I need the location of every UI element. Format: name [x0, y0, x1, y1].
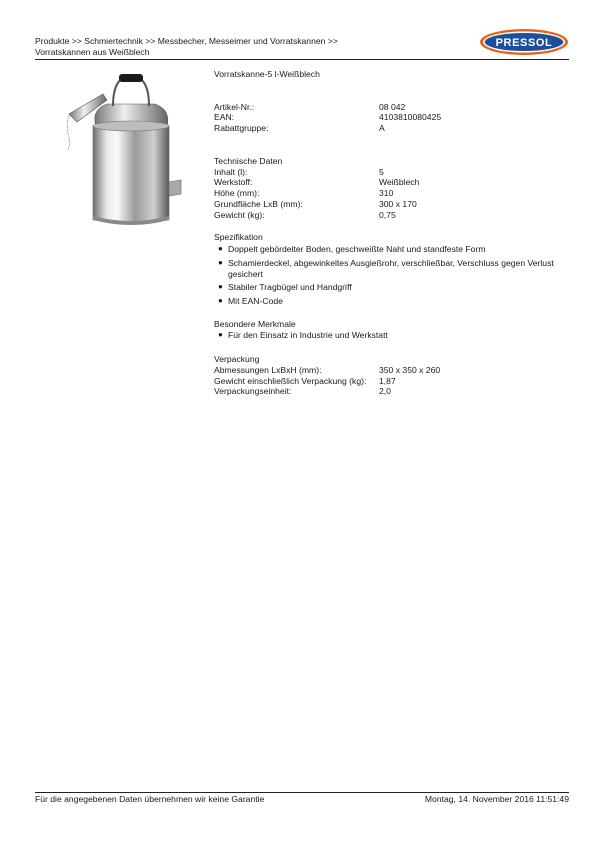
tech-label: Werkstoff:: [214, 177, 253, 188]
pressol-logo: [479, 28, 569, 56]
list-item: [218, 244, 569, 255]
tech-value: 310: [379, 188, 394, 199]
breadcrumb-line-1[interactable]: Produkte >> Schmiertechnik >> Messbecher, Messeimer und Vorratskannen >>: [35, 36, 338, 46]
tech-label: Inhalt (l):: [214, 166, 248, 177]
product-title: Vorratskanne-5 l-Weißblech: [214, 69, 320, 79]
spec-text: Mit EAN-Code: [228, 296, 283, 307]
packaging-title: Verpackung: [214, 354, 260, 365]
packaging-section: [214, 354, 569, 397]
tech-row: [214, 210, 569, 221]
product-identifiers: [214, 102, 569, 134]
breadcrumb-line-2[interactable]: Vorratskannen aus Weißblech: [35, 46, 150, 57]
tech-label: Höhe (mm):: [214, 188, 260, 199]
bullet-icon: ●: [218, 282, 223, 292]
technical-data-section: [214, 156, 569, 220]
id-row-discount-group: [214, 123, 569, 134]
specification-list: [214, 244, 569, 307]
packaging-value: 350 x 350 x 260: [379, 364, 441, 375]
specification-title: Spezifikation: [214, 232, 263, 243]
features-section: [214, 319, 569, 341]
product-image: [55, 70, 190, 235]
specification-section: [214, 232, 569, 306]
id-label: Artikel-Nr.:: [214, 101, 255, 112]
list-item: [218, 330, 569, 341]
features-title: Besondere Merkmale: [214, 318, 296, 329]
tech-label: Grundfläche LxB (mm):: [214, 198, 303, 209]
id-label: Rabattgruppe:: [214, 123, 269, 134]
footer-timestamp: Montag, 14. November 2016 11:51:49: [424, 794, 569, 804]
tech-value: 300 x 170: [379, 198, 417, 209]
tech-row: [214, 199, 569, 210]
packaging-label: Verpackungseinheit:: [214, 386, 292, 397]
bullet-icon: ●: [218, 257, 223, 267]
spec-text: Schamierdeckel, abgewinkeltes Ausgießrohr, verschließbar, Verschluss gegen Verlust gesichert: [228, 257, 554, 279]
packaging-row: [214, 376, 569, 387]
spec-text: Doppelt gebördelter Boden, geschweißte Naht und standfeste Form: [228, 244, 486, 255]
id-value: A: [379, 123, 385, 134]
packaging-value: 2,0: [379, 386, 391, 397]
list-item: [218, 296, 569, 307]
id-row-ean: [214, 112, 569, 123]
packaging-row: [214, 365, 569, 376]
header-divider: [35, 59, 569, 60]
list-item: [218, 258, 569, 279]
tech-row: [214, 188, 569, 199]
breadcrumb: [35, 36, 435, 57]
tech-row: [214, 167, 569, 178]
id-row-article: [214, 102, 569, 113]
footer-disclaimer: Für die angegebenen Daten übernehmen wir keine Garantie: [35, 794, 265, 804]
features-list: [214, 330, 569, 341]
technical-data-title: Technische Daten: [214, 155, 283, 166]
list-item: [218, 282, 569, 293]
feature-text: Für den Einsatz in Industrie und Werkstatt: [228, 330, 388, 341]
bullet-icon: ●: [218, 296, 223, 306]
tech-value: Weißblech: [379, 177, 420, 188]
id-value: 08 042: [379, 101, 406, 112]
packaging-label: Gewicht einschließlich Verpackung (kg):: [214, 375, 367, 386]
packaging-label: Abmessungen LxBxH (mm):: [214, 364, 322, 375]
tech-value: 5: [379, 166, 384, 177]
logo-text: PRESSOL: [495, 37, 553, 49]
packaging-value: 1,87: [379, 375, 396, 386]
footer-divider: [35, 792, 569, 793]
bullet-icon: ●: [218, 244, 223, 254]
id-value: 4103810080425: [379, 112, 442, 123]
tech-value: 0,75: [379, 209, 396, 220]
spec-text: Stabiler Tragbügel und Handgriff: [228, 282, 352, 293]
product-details: [214, 69, 569, 397]
bullet-icon: ●: [218, 330, 223, 340]
packaging-row: [214, 386, 569, 397]
tech-row: [214, 177, 569, 188]
tech-label: Gewicht (kg):: [214, 209, 265, 220]
id-label: EAN:: [214, 112, 235, 123]
